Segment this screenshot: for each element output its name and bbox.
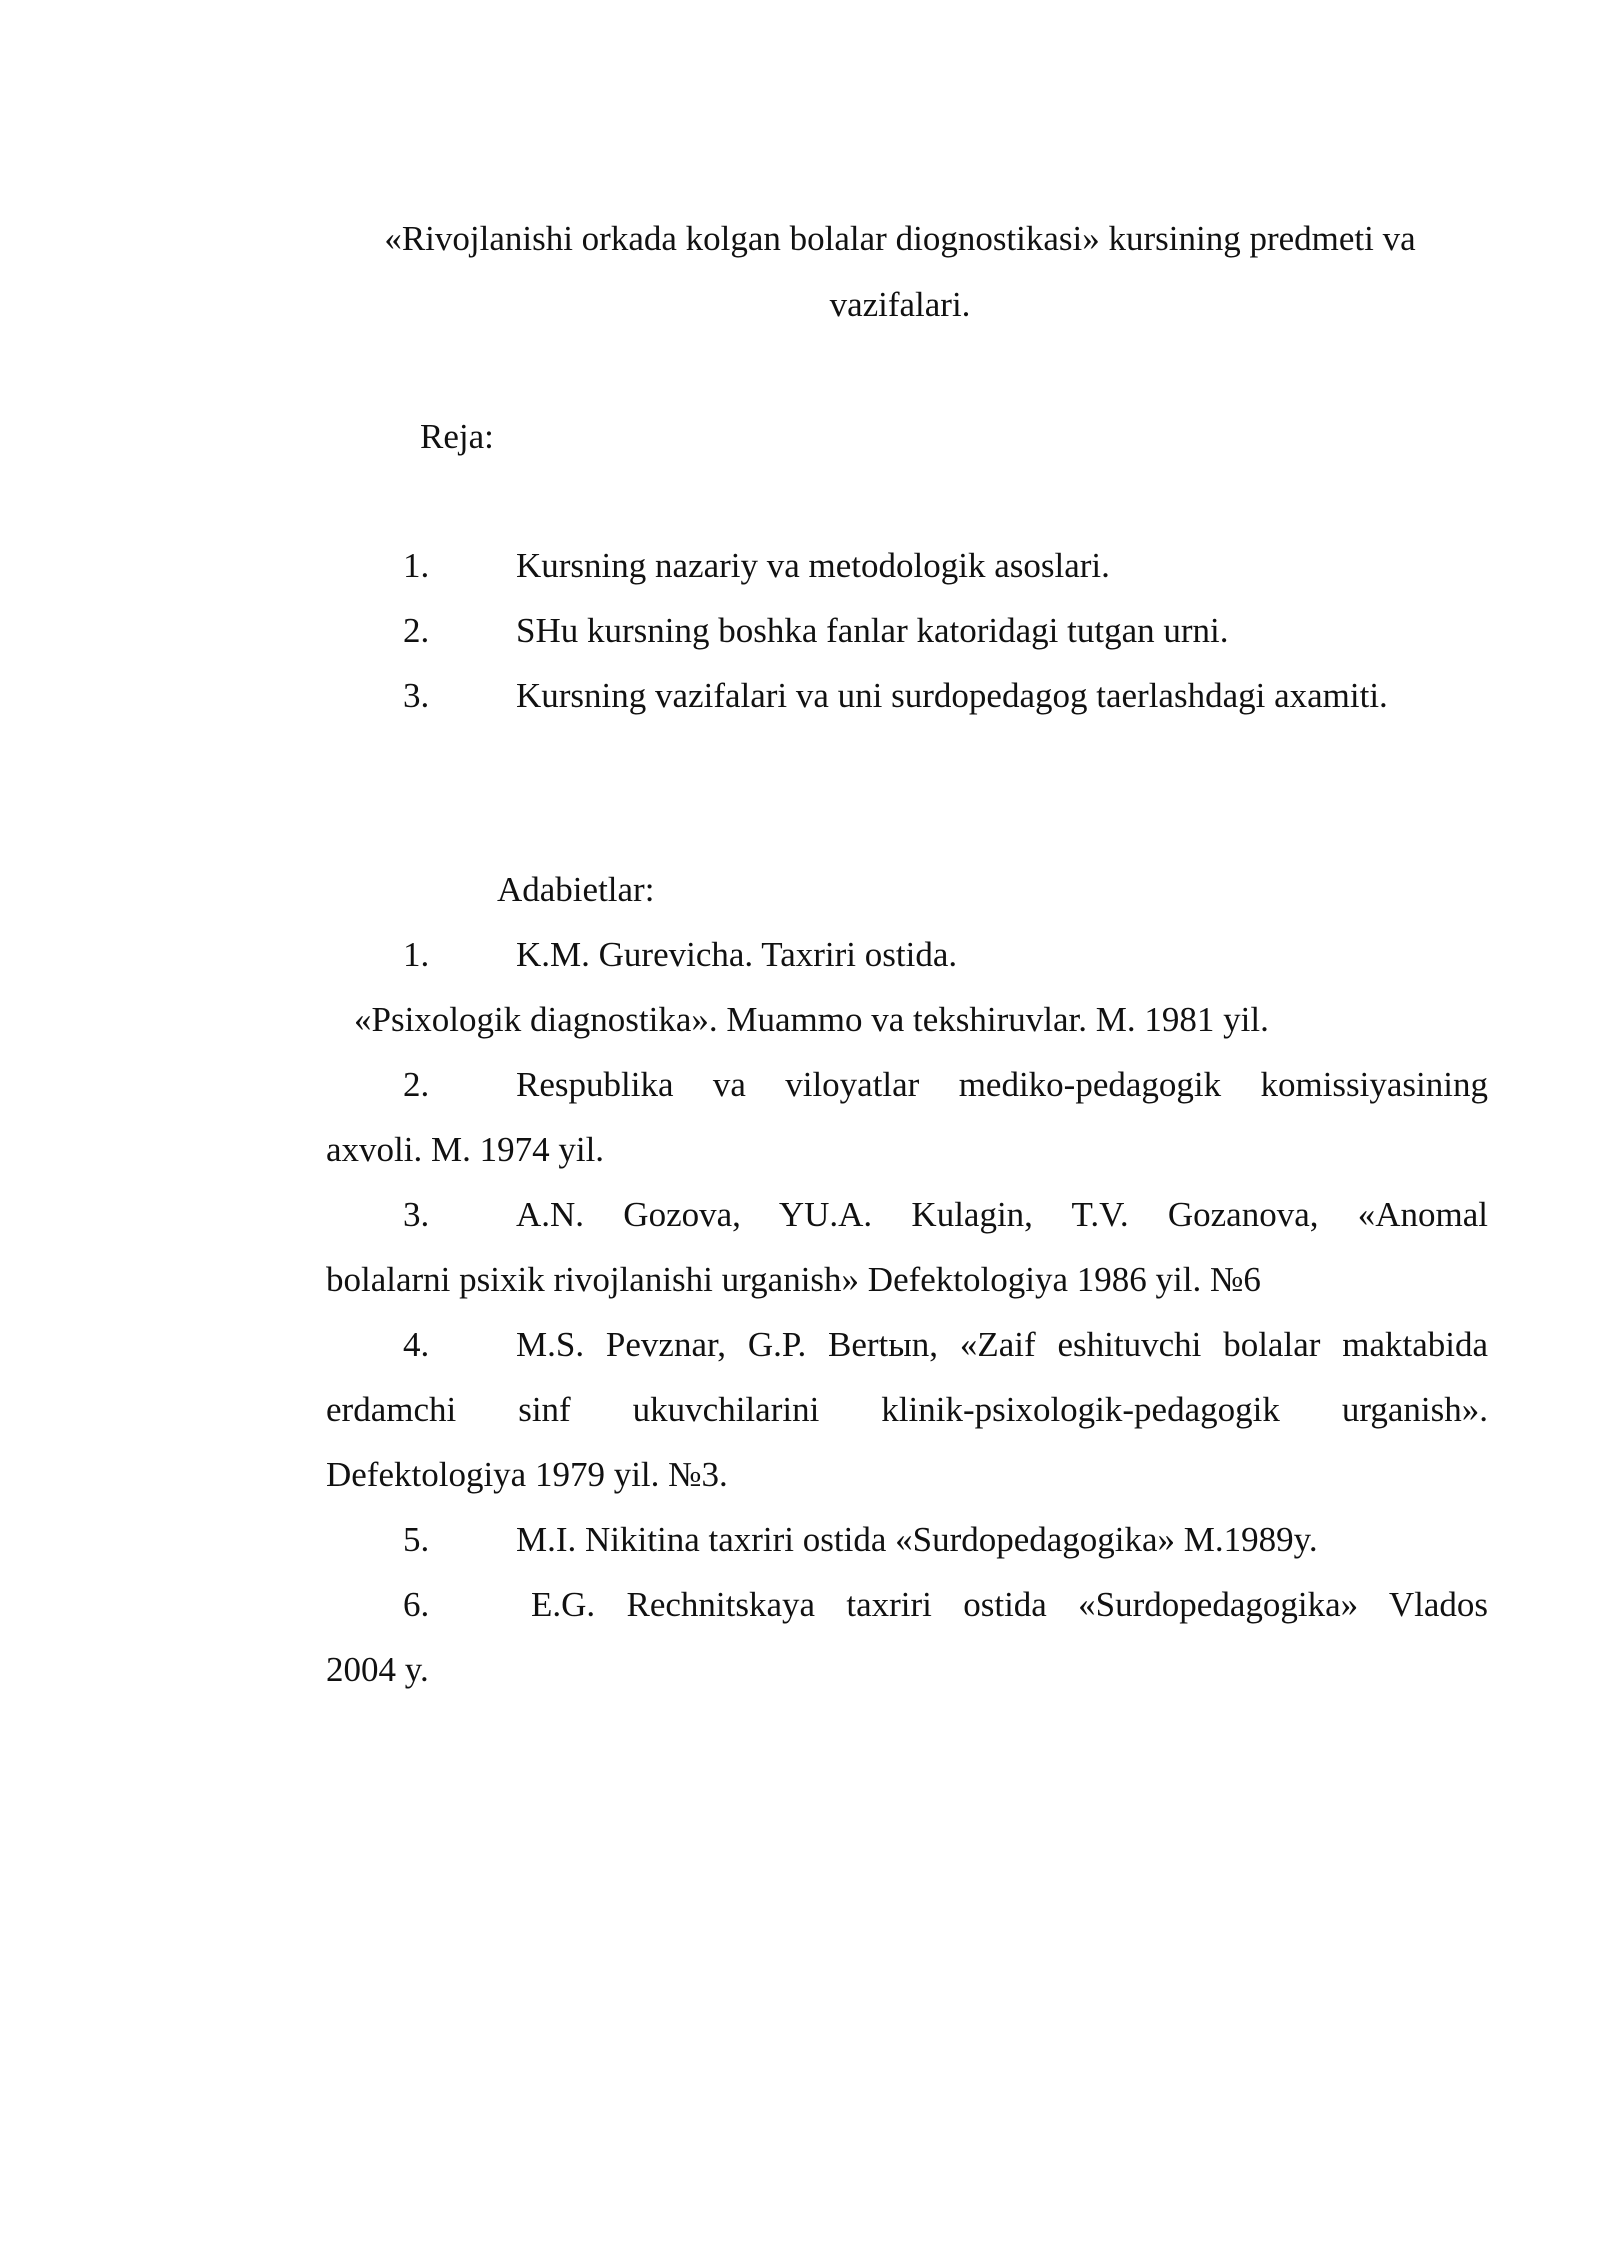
literature-item-text: Respublika va viloyatlar mediko-pedagogik komissiyasining bbox=[516, 1065, 1488, 1104]
literature-item-number: 4. bbox=[403, 1325, 430, 1364]
plan-item-number: 3. bbox=[403, 676, 430, 715]
plan-item-text: SHu kursning boshka fanlar katoridagi tutgan urni. bbox=[516, 611, 1229, 650]
literature-item-number: 3. bbox=[403, 1195, 430, 1234]
literature-item-text: A.N. Gozova, YU.A. Kulagin, T.V. Gozanova, «Anomal bbox=[516, 1195, 1488, 1234]
literature-item-text-continued: 2004 y. bbox=[326, 1650, 429, 1689]
plan-item-text: Kursning nazariy va metodologik asoslari. bbox=[516, 546, 1110, 585]
literature-item-text: M.S. Pevznar, G.P. Bertыn, «Zaif eshituvchi bolalar maktabida bbox=[516, 1325, 1488, 1364]
literature-item-number: 5. bbox=[403, 1520, 430, 1559]
literature-item-text: M.I. Nikitina taxriri ostida «Surdopedagogika» M.1989y. bbox=[516, 1520, 1318, 1559]
literature-item-text-continued: Defektologiya 1979 yil. №3. bbox=[326, 1455, 728, 1494]
document-title-line2: vazifalari. bbox=[829, 285, 971, 324]
literature-item-text: K.M. Gurevicha. Taxriri ostida. bbox=[516, 935, 958, 974]
document-title-line1: «Rivojlanishi orkada kolgan bolalar diognostikasi» kursining predmeti va bbox=[384, 219, 1416, 258]
plan-item-number: 2. bbox=[403, 611, 430, 650]
literature-item-text-continued: «Psixologik diagnostika». Muammo va tekshiruvlar. M. 1981 yil. bbox=[354, 1000, 1269, 1039]
literature-item-number: 6. bbox=[403, 1585, 430, 1624]
literature-item-number: 2. bbox=[403, 1065, 430, 1104]
literature-heading: Adabietlar: bbox=[497, 870, 655, 909]
literature-item-text-continued: erdamchi sinf ukuvchilarini klinik-psixologik-pedagogik urganish». bbox=[326, 1390, 1488, 1429]
literature-item-text-continued: axvoli. M. 1974 yil. bbox=[326, 1130, 605, 1169]
plan-item-text: Kursning vazifalari va uni surdopedagog taerlashdagi axamiti. bbox=[516, 676, 1388, 715]
plan-heading: Reja: bbox=[420, 417, 494, 456]
literature-item-number: 1. bbox=[403, 935, 430, 974]
literature-item-text-continued: bolalarni psixik rivojlanishi urganish» Defektologiya 1986 yil. №6 bbox=[326, 1260, 1261, 1299]
literature-item-text: E.G. Rechnitskaya taxriri ostida «Surdopedagogika» Vlados bbox=[531, 1585, 1488, 1624]
plan-item-number: 1. bbox=[403, 546, 430, 585]
